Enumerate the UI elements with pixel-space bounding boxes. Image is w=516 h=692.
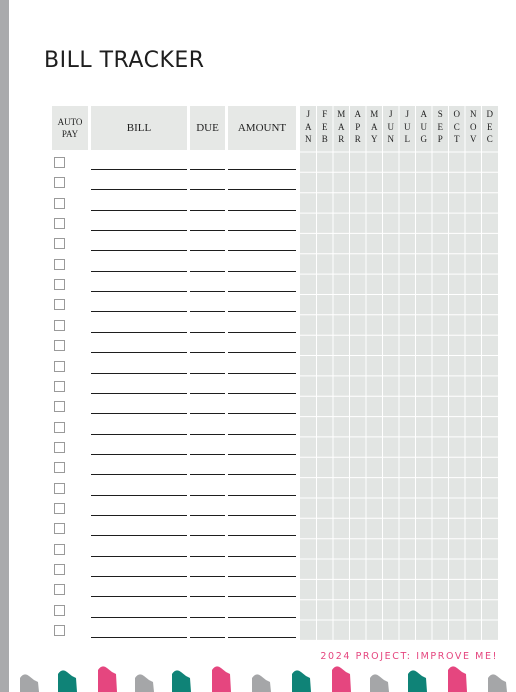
auto-pay-checkbox[interactable] <box>54 605 65 616</box>
brush-stroke <box>488 674 507 692</box>
due-line[interactable] <box>190 454 225 455</box>
brush-stroke <box>332 666 351 692</box>
month-letter: P <box>355 121 361 132</box>
month-header-5 <box>383 108 400 148</box>
bill-line[interactable] <box>91 576 187 577</box>
amount-line[interactable] <box>228 535 296 536</box>
month-letter: B <box>321 134 328 144</box>
auto-pay-checkbox[interactable] <box>54 198 65 209</box>
auto-pay-checkbox[interactable] <box>54 462 65 473</box>
footer-project-text: 2024 PROJECT: IMPROVE ME! <box>320 651 498 662</box>
auto-pay-checkbox[interactable] <box>54 544 65 555</box>
bill-line[interactable] <box>91 596 187 597</box>
brush-stroke <box>252 674 271 692</box>
brush-stroke-decoration <box>0 664 516 692</box>
month-letter: O <box>453 109 460 119</box>
bill-line[interactable] <box>91 291 187 292</box>
due-line[interactable] <box>190 210 225 211</box>
month-letter: T <box>454 134 460 144</box>
month-header-10 <box>465 108 482 148</box>
due-line[interactable] <box>190 230 225 231</box>
month-letter: A <box>371 121 378 132</box>
month-header-4 <box>366 108 383 148</box>
month-letter: J <box>388 109 393 119</box>
amount-line[interactable] <box>228 637 296 638</box>
amount-line[interactable] <box>228 515 296 516</box>
amount-line[interactable] <box>228 596 296 597</box>
auto-pay-checkbox[interactable] <box>54 625 65 636</box>
month-letter: O <box>470 121 477 132</box>
month-letter: U <box>420 121 427 132</box>
header-auto-pay <box>52 106 88 150</box>
bill-line[interactable] <box>91 169 187 170</box>
month-letter: C <box>453 121 460 132</box>
auto-pay-checkbox[interactable] <box>54 442 65 453</box>
header-due: DUE <box>190 106 225 150</box>
bill-line[interactable] <box>91 373 187 374</box>
auto-pay-checkbox[interactable] <box>54 279 65 290</box>
bill-line[interactable] <box>91 230 187 231</box>
month-letter: A <box>305 121 312 132</box>
bill-line[interactable] <box>91 271 187 272</box>
due-line[interactable] <box>190 576 225 577</box>
month-letter: N <box>305 134 312 144</box>
month-letter: N <box>387 134 394 144</box>
month-letter: R <box>354 134 361 144</box>
month-letter: P <box>437 134 443 144</box>
brush-stroke <box>98 666 117 692</box>
amount-line[interactable] <box>228 189 296 190</box>
amount-line[interactable] <box>228 495 296 496</box>
month-letter: L <box>404 134 410 144</box>
month-letter: A <box>420 109 427 119</box>
month-letter: J <box>405 109 409 119</box>
amount-line[interactable] <box>228 617 296 618</box>
brush-stroke <box>448 666 467 692</box>
bill-line[interactable] <box>91 413 187 414</box>
due-line[interactable] <box>190 291 225 292</box>
month-header-3 <box>350 108 367 148</box>
due-line[interactable] <box>190 311 225 312</box>
amount-line[interactable] <box>228 352 296 353</box>
amount-line[interactable] <box>228 230 296 231</box>
month-letter: U <box>404 121 411 132</box>
due-line[interactable] <box>190 596 225 597</box>
month-letter: A <box>338 121 345 132</box>
month-letter: E <box>437 121 443 132</box>
month-letter: J <box>306 109 310 119</box>
auto-pay-checkbox[interactable] <box>54 259 65 270</box>
brush-stroke <box>370 674 389 692</box>
amount-line[interactable] <box>228 474 296 475</box>
due-line[interactable] <box>190 495 225 496</box>
month-letter: S <box>437 109 443 119</box>
month-letter: E <box>487 121 493 132</box>
auto-pay-checkbox[interactable] <box>54 503 65 514</box>
bill-line[interactable] <box>91 189 187 190</box>
month-letter: M <box>370 109 379 119</box>
due-line[interactable] <box>190 617 225 618</box>
month-letter: C <box>486 134 493 144</box>
bill-line[interactable] <box>91 311 187 312</box>
auto-pay-checkbox[interactable] <box>54 401 65 412</box>
bill-line[interactable] <box>91 250 187 251</box>
due-line[interactable] <box>190 352 225 353</box>
bill-line[interactable] <box>91 434 187 435</box>
bill-line[interactable] <box>91 495 187 496</box>
auto-pay-checkbox[interactable] <box>54 320 65 331</box>
header-auto-pay-line1: AUTO <box>57 117 83 127</box>
brush-stroke <box>292 670 311 692</box>
bill-line[interactable] <box>91 210 187 211</box>
month-grid-lines <box>300 106 498 640</box>
left-side-bar <box>0 0 9 692</box>
due-line[interactable] <box>190 271 225 272</box>
auto-pay-checkbox[interactable] <box>54 422 65 433</box>
bill-line[interactable] <box>91 617 187 618</box>
month-letter: A <box>354 109 361 119</box>
due-line[interactable] <box>190 556 225 557</box>
bill-line[interactable] <box>91 515 187 516</box>
auto-pay-checkbox[interactable] <box>54 483 65 494</box>
month-header-1 <box>317 108 334 148</box>
brush-stroke <box>20 674 39 692</box>
auto-pay-checkbox[interactable] <box>54 157 65 168</box>
amount-line[interactable] <box>228 434 296 435</box>
bill-line[interactable] <box>91 352 187 353</box>
header-auto-pay-line2: PAY <box>61 129 79 139</box>
auto-pay-checkbox[interactable] <box>54 238 65 249</box>
month-letter: M <box>337 109 346 119</box>
auto-pay-checkbox[interactable] <box>54 299 65 310</box>
auto-pay-checkbox[interactable] <box>54 381 65 392</box>
month-letter: U <box>387 121 394 132</box>
month-header-2 <box>333 108 350 148</box>
amount-line[interactable] <box>228 413 296 414</box>
month-letter: F <box>322 109 328 119</box>
due-line[interactable] <box>190 250 225 251</box>
bill-line[interactable] <box>91 556 187 557</box>
amount-line[interactable] <box>228 291 296 292</box>
bill-line[interactable] <box>91 637 187 638</box>
bill-line[interactable] <box>91 474 187 475</box>
due-line[interactable] <box>190 189 225 190</box>
month-header-6 <box>399 108 416 148</box>
bill-line[interactable] <box>91 454 187 455</box>
due-line[interactable] <box>190 393 225 394</box>
month-letter: V <box>470 134 477 144</box>
auto-pay-checkbox[interactable] <box>54 523 65 534</box>
due-line[interactable] <box>190 413 225 414</box>
amount-line[interactable] <box>228 576 296 577</box>
page-title: BILL TRACKER <box>44 48 205 73</box>
due-line[interactable] <box>190 332 225 333</box>
auto-pay-checkbox[interactable] <box>54 584 65 595</box>
due-line[interactable] <box>190 637 225 638</box>
header-bill: BILL <box>91 106 187 150</box>
month-header-7 <box>416 108 433 148</box>
due-line[interactable] <box>190 474 225 475</box>
month-header-8 <box>432 108 449 148</box>
amount-line[interactable] <box>228 210 296 211</box>
amount-line[interactable] <box>228 454 296 455</box>
brush-stroke <box>408 670 427 692</box>
amount-line[interactable] <box>228 556 296 557</box>
month-header-0 <box>300 108 317 148</box>
amount-line[interactable] <box>228 311 296 312</box>
amount-line[interactable] <box>228 271 296 272</box>
auto-pay-checkbox[interactable] <box>54 564 65 575</box>
month-letter: G <box>420 134 427 144</box>
due-line[interactable] <box>190 515 225 516</box>
bill-line[interactable] <box>91 332 187 333</box>
auto-pay-checkbox[interactable] <box>54 340 65 351</box>
month-letter: Y <box>371 134 378 144</box>
due-line[interactable] <box>190 434 225 435</box>
month-header-11 <box>482 108 499 148</box>
month-letter: D <box>486 109 493 119</box>
brush-stroke <box>212 666 231 692</box>
month-letter: N <box>470 109 477 119</box>
due-line[interactable] <box>190 373 225 374</box>
amount-line[interactable] <box>228 393 296 394</box>
auto-pay-checkbox[interactable] <box>54 177 65 188</box>
bill-line[interactable] <box>91 393 187 394</box>
auto-pay-checkbox[interactable] <box>54 361 65 372</box>
header-amount: AMOUNT <box>228 106 296 150</box>
month-letter: E <box>322 121 328 132</box>
auto-pay-checkbox[interactable] <box>54 218 65 229</box>
bill-line[interactable] <box>91 535 187 536</box>
amount-line[interactable] <box>228 332 296 333</box>
amount-line[interactable] <box>228 373 296 374</box>
due-line[interactable] <box>190 535 225 536</box>
brush-stroke <box>172 670 191 692</box>
month-letter: R <box>338 134 345 144</box>
amount-line[interactable] <box>228 169 296 170</box>
brush-stroke <box>58 670 77 692</box>
amount-line[interactable] <box>228 250 296 251</box>
due-line[interactable] <box>190 169 225 170</box>
month-header-9 <box>449 108 466 148</box>
brush-stroke <box>135 674 154 692</box>
